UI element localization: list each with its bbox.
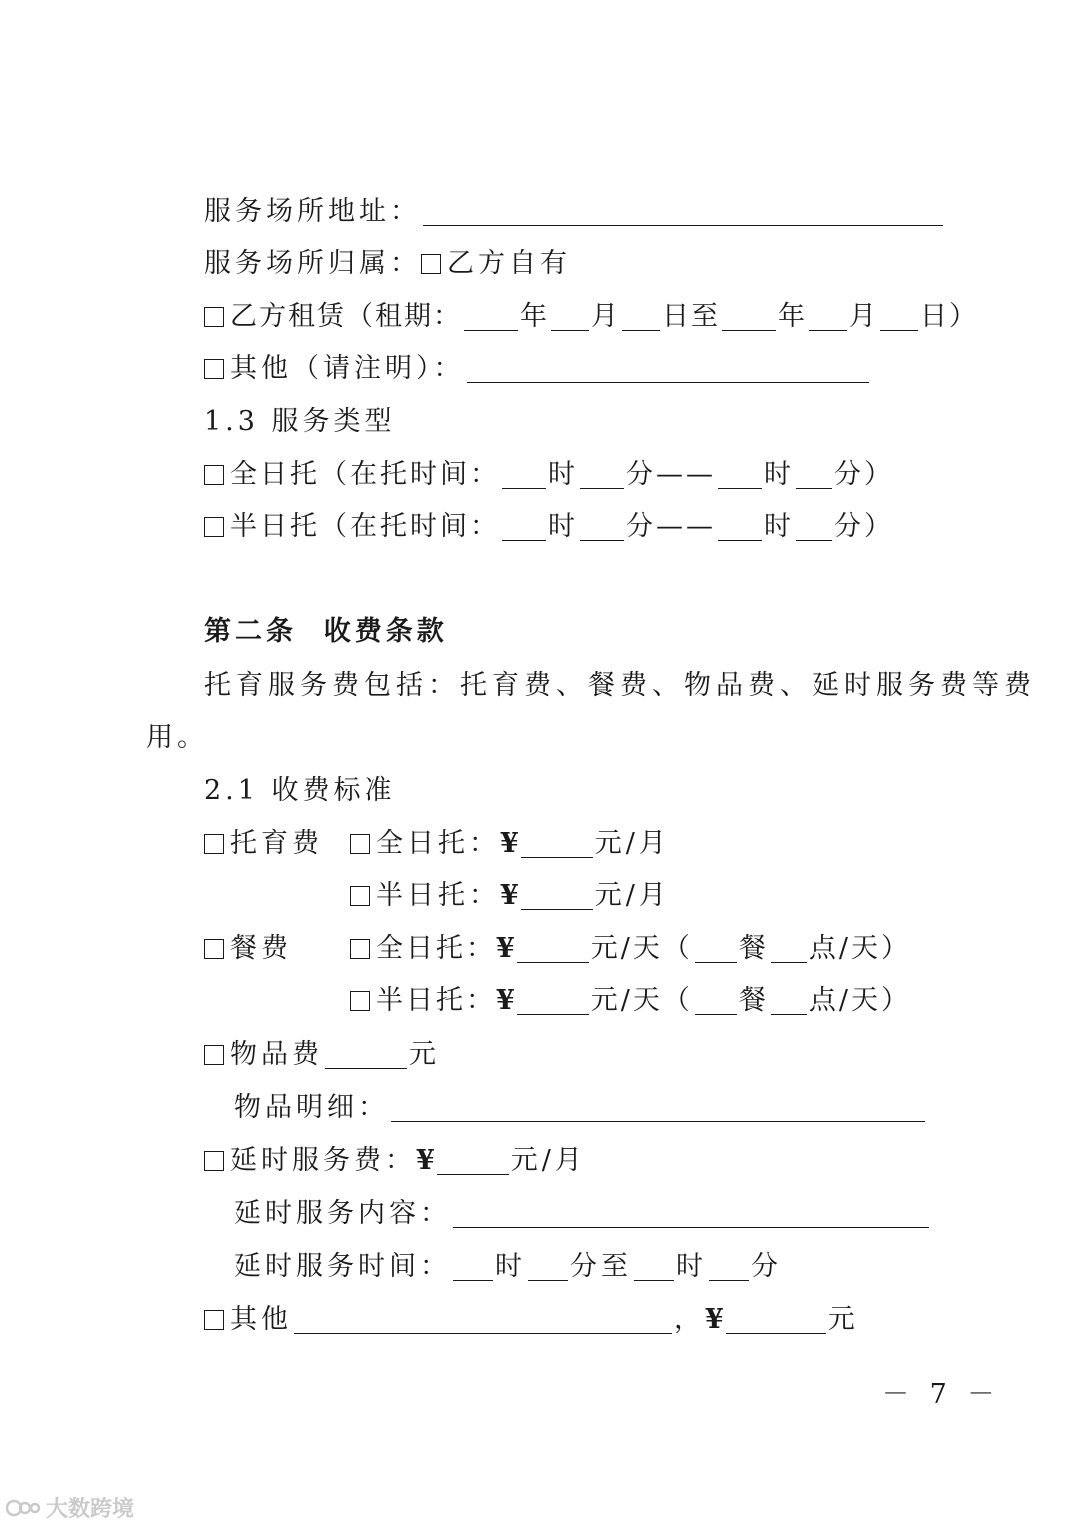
meal-label: 餐费 (230, 933, 292, 964)
extended-checkbox[interactable] (204, 1151, 224, 1171)
lease-day-unit: 日至 (662, 301, 720, 332)
fullday-hour2-unit: 时 (764, 459, 794, 490)
fullday-min-unit: 分—— (626, 459, 716, 490)
yen-symbol: ¥ (496, 933, 515, 964)
yen-symbol: ¥ (416, 1145, 435, 1176)
extended-start-min-field[interactable] (528, 1254, 568, 1281)
misc-description-field[interactable] (294, 1307, 672, 1334)
extended-amount-field[interactable] (437, 1148, 509, 1175)
meal-halfday-snacks-field[interactable] (771, 988, 807, 1015)
lease-start-year-field[interactable] (464, 304, 518, 331)
meal-unit: 元/天（ (590, 933, 693, 964)
goods-unit: 元 (409, 1039, 440, 1070)
lease-start-month-field[interactable] (551, 304, 589, 331)
lease-end-day-field[interactable] (880, 304, 918, 331)
halfday-checkbox[interactable] (204, 517, 224, 537)
fullday-end-min-field[interactable] (796, 462, 832, 489)
tuition-unit: 元/月 (594, 828, 670, 859)
tuition-label: 托育费 (230, 828, 323, 859)
extended-row (204, 1143, 586, 1179)
tuition-fullday-label: 全日托： (376, 828, 500, 859)
misc-separator: ， (674, 1304, 705, 1335)
fullday-checkbox[interactable] (204, 465, 224, 485)
meal-fullday-row (350, 931, 911, 967)
meal-unit: 元/天（ (590, 985, 693, 1016)
lease-day2-unit: 日） (920, 301, 978, 332)
goods-amount-field[interactable] (325, 1042, 407, 1069)
other-location-checkbox[interactable] (204, 359, 224, 379)
halfday-start-hour-field[interactable] (502, 514, 546, 541)
fullday-row (204, 457, 894, 493)
own-checkbox[interactable] (421, 254, 441, 274)
halfday-start-min-field[interactable] (580, 514, 624, 541)
halfday-hour-unit: 时 (548, 511, 578, 542)
intro-line1: 托育服务费包括：托育费、餐费、物品费、延时服务费等费 (204, 670, 1036, 701)
meal-fullday-meals-field[interactable] (695, 936, 737, 963)
halfday-label: 半日托（在托时间： (230, 511, 500, 542)
fullday-end-hour-field[interactable] (718, 462, 762, 489)
lease-end-month-field[interactable] (809, 304, 847, 331)
fullday-start-min-field[interactable] (580, 462, 624, 489)
other-location-row (204, 351, 871, 387)
meal-fullday-label: 全日托： (376, 933, 496, 964)
extended-time-row (234, 1249, 782, 1285)
lease-label: 乙方租赁（租期： (230, 301, 462, 332)
watermark-logo-icon (6, 1497, 42, 1519)
meal-fullday-snacks-field[interactable] (771, 936, 807, 963)
extended-hour-unit: 时 (495, 1251, 526, 1282)
yen-symbol: ¥ (500, 828, 519, 859)
tuition-fullday-row (350, 826, 670, 862)
lease-year2-unit: 年 (778, 301, 807, 332)
article2-title: 第二条 收费条款 (204, 616, 448, 647)
meal-halfday-row (350, 983, 911, 1019)
watermark-text: 大数跨境 (46, 1497, 135, 1522)
tuition-unit: 元/月 (594, 880, 670, 911)
tuition-fullday-checkbox[interactable] (350, 834, 370, 854)
intro-line2: 用。 (146, 722, 208, 753)
lease-checkbox[interactable] (204, 307, 224, 327)
address-label: 服务场所地址： (204, 196, 421, 227)
tuition-halfday-checkbox[interactable] (350, 886, 370, 906)
extended-min2-unit: 分 (751, 1251, 782, 1282)
meal-fullday-checkbox[interactable] (350, 939, 370, 959)
meal-count-unit: 餐 (738, 985, 769, 1016)
meal-halfday-meals-field[interactable] (695, 988, 737, 1015)
fee-standard-heading: 2.1 收费标准 (204, 775, 396, 806)
misc-label: 其他 (230, 1304, 292, 1335)
yen-symbol: ¥ (500, 880, 519, 911)
fullday-start-hour-field[interactable] (502, 462, 546, 489)
snack-count-unit: 点/天） (808, 933, 912, 964)
meal-halfday-label: 半日托： (376, 985, 496, 1016)
halfday-hour2-unit: 时 (764, 511, 794, 542)
tuition-checkbox[interactable] (204, 834, 224, 854)
snack-count-unit: 点/天） (808, 985, 912, 1016)
extended-hour2-unit: 时 (676, 1251, 707, 1282)
extended-content-field[interactable] (453, 1201, 929, 1228)
ownership-label: 服务场所归属： (204, 248, 421, 279)
halfday-min2-unit: 分） (834, 511, 894, 542)
ownership-row (204, 246, 571, 282)
goods-detail-label: 物品明细： (234, 1092, 389, 1123)
lease-month2-unit: 月 (849, 301, 878, 332)
extended-start-hour-field[interactable] (453, 1254, 493, 1281)
lease-start-day-field[interactable] (622, 304, 660, 331)
tuition-halfday-row (350, 878, 670, 914)
meal-halfday-checkbox[interactable] (350, 991, 370, 1011)
halfday-end-min-field[interactable] (796, 514, 832, 541)
fullday-hour-unit: 时 (548, 459, 578, 490)
extended-unit: 元/月 (510, 1145, 586, 1176)
misc-unit: 元 (827, 1304, 859, 1335)
tuition-halfday-amount-field[interactable] (521, 883, 593, 910)
fullday-min2-unit: 分） (834, 459, 894, 490)
page-number: － 7 － (882, 1379, 1001, 1410)
misc-amount-field[interactable] (726, 1307, 826, 1334)
meal-row (204, 931, 292, 967)
misc-checkbox[interactable] (204, 1310, 224, 1330)
halfday-row (204, 509, 894, 545)
goods-detail-field[interactable] (391, 1095, 925, 1122)
goods-label: 物品费 (230, 1039, 323, 1070)
fullday-label: 全日托（在托时间： (230, 459, 500, 490)
meal-halfday-amount-field[interactable] (517, 988, 589, 1015)
lease-row (204, 299, 978, 335)
tuition-halfday-label: 半日托： (376, 880, 500, 911)
halfday-end-hour-field[interactable] (718, 514, 762, 541)
extended-end-hour-field[interactable] (634, 1254, 674, 1281)
goods-detail-row (234, 1090, 927, 1126)
extended-label: 延时服务费： (230, 1145, 416, 1176)
extended-content-label: 延时服务内容： (234, 1198, 451, 1229)
watermark (6, 1492, 134, 1523)
tuition-fullday-amount-field[interactable] (521, 831, 593, 858)
yen-symbol: ¥ (496, 985, 515, 1016)
extended-min-unit: 分至 (570, 1251, 632, 1282)
lease-end-year-field[interactable] (722, 304, 776, 331)
other-location-field[interactable] (467, 356, 869, 383)
address-field[interactable] (423, 199, 943, 226)
lease-year-unit: 年 (520, 301, 549, 332)
misc-row (204, 1302, 859, 1338)
lease-month-unit: 月 (591, 301, 620, 332)
goods-row (204, 1037, 440, 1073)
service-type-heading: 1.3 服务类型 (204, 406, 396, 437)
goods-checkbox[interactable] (204, 1045, 224, 1065)
own-option-label: 乙方自有 (447, 248, 571, 279)
tuition-row (204, 826, 323, 862)
meal-checkbox[interactable] (204, 939, 224, 959)
meal-count-unit: 餐 (738, 933, 769, 964)
extended-end-min-field[interactable] (709, 1254, 749, 1281)
yen-symbol: ¥ (705, 1304, 724, 1335)
meal-fullday-amount-field[interactable] (517, 936, 589, 963)
extended-time-label: 延时服务时间： (234, 1251, 451, 1282)
halfday-min-unit: 分—— (626, 511, 716, 542)
other-location-label: 其他（请注明）： (230, 353, 465, 384)
extended-content-row (234, 1196, 931, 1232)
address-row (204, 194, 945, 230)
